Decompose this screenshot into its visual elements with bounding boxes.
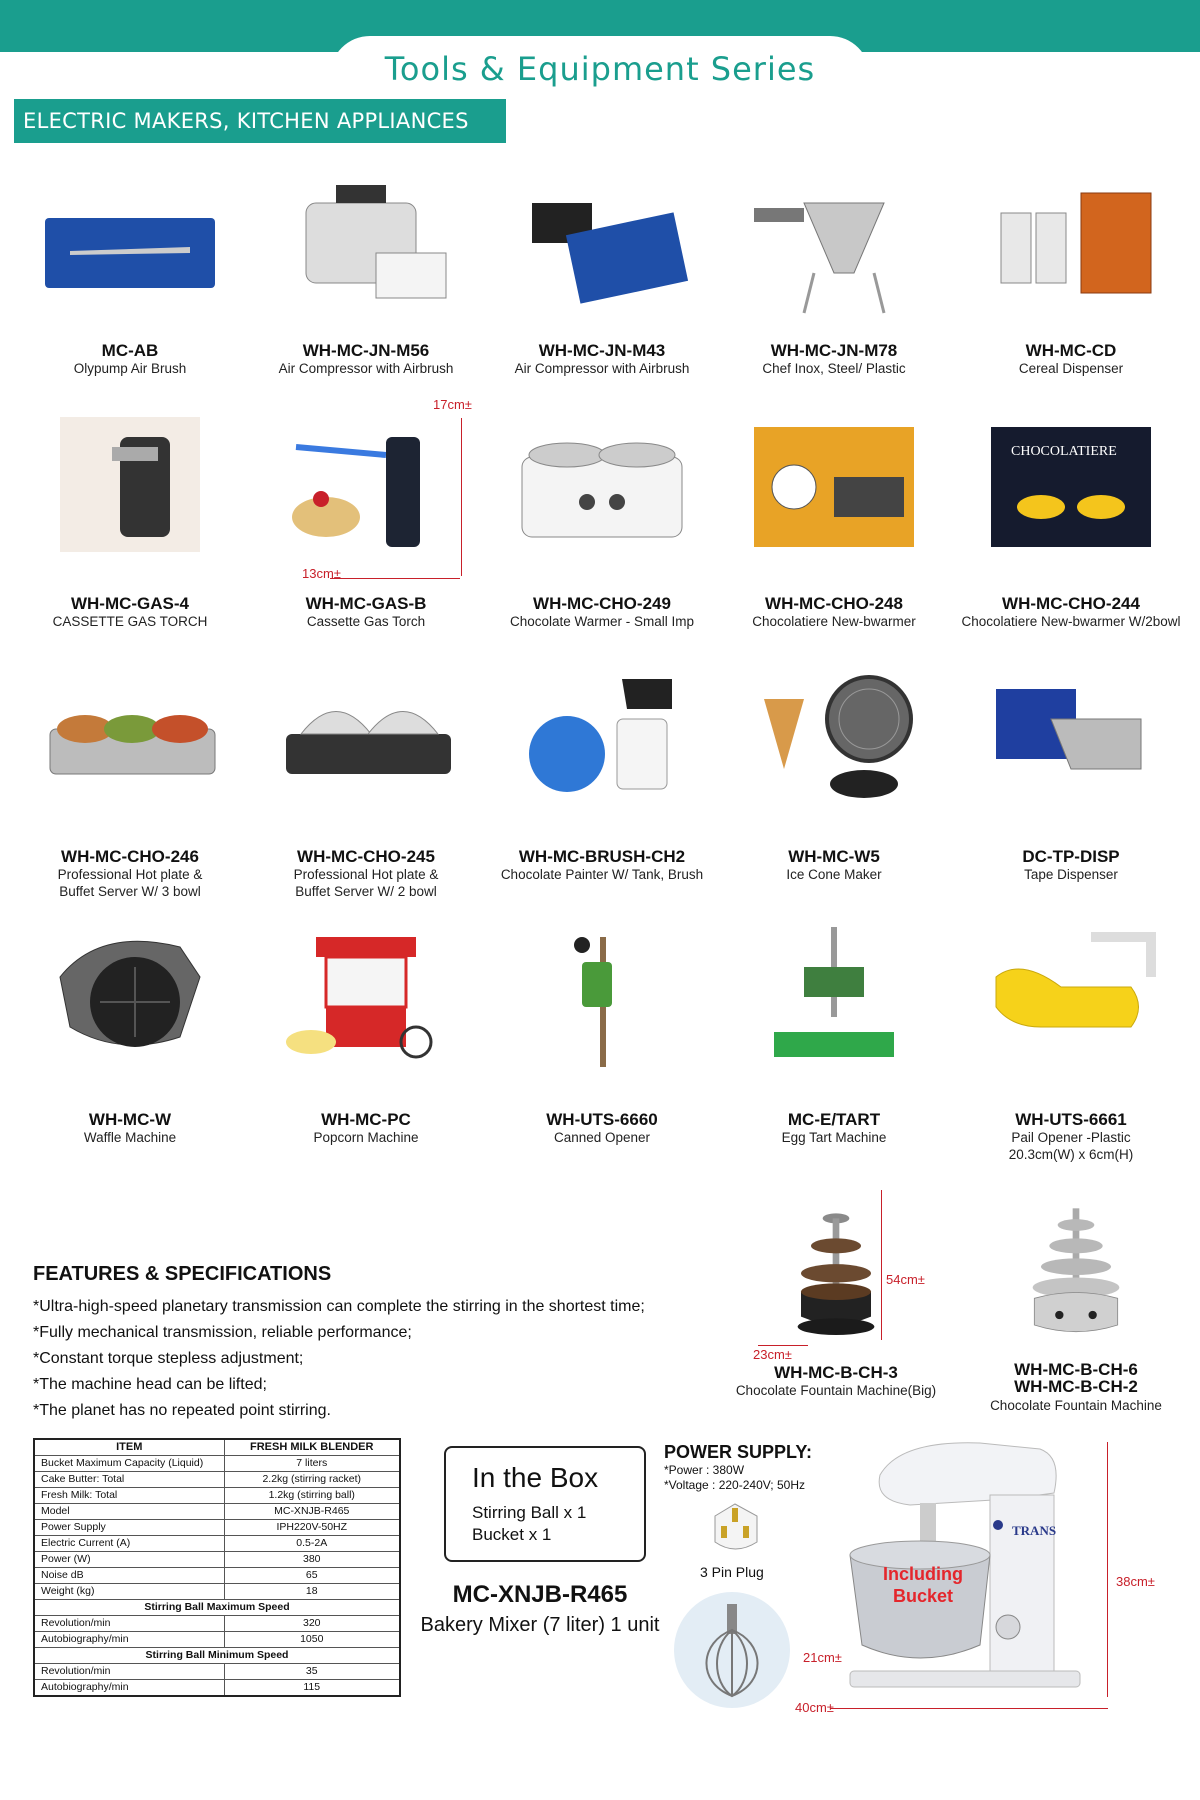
plug-label: 3 Pin Plug (700, 1564, 764, 1580)
spec-row (34, 1584, 400, 1600)
spec-header-row (34, 1439, 400, 1456)
power-title: POWER SUPPLY: (664, 1442, 813, 1462)
mixer-width-label: 40cm± (795, 1700, 834, 1715)
product-code: WH-MC-CHO-244 (1002, 594, 1140, 613)
product-image (734, 912, 934, 1072)
product-image (971, 654, 1171, 814)
spec-value: 35 (224, 1664, 400, 1680)
product-code: WH-MC-W (88, 1110, 172, 1129)
product-desc: Pail Opener -Plastic (1011, 1130, 1131, 1145)
spec-item: Fresh Milk: Total (34, 1488, 224, 1504)
power-line: *Power : 380W (664, 1463, 745, 1477)
mixer-overlay-line: Bucket (892, 1586, 954, 1606)
product-desc: Egg Tart Machine (781, 1130, 887, 1145)
spec-row (34, 1664, 400, 1680)
product-image (30, 168, 230, 328)
spec-item: Weight (kg) (34, 1584, 224, 1600)
mixer-height-label: 38cm± (1116, 1574, 1155, 1589)
plug-icon (705, 1498, 765, 1560)
spec-value: 115 (224, 1680, 400, 1697)
product-image (30, 402, 230, 562)
product-code: WH-MC-CHO-246 (61, 847, 199, 866)
product-code: WH-MC-W5 (788, 847, 880, 866)
product-image (734, 654, 934, 814)
mixer-height-line (1107, 1442, 1108, 1697)
product-code: WH-MC-CHO-249 (533, 594, 671, 613)
stirring-ball-image (672, 1590, 792, 1710)
mixer-overlay-text (868, 1563, 978, 1607)
spec-value: IPH220V-50HZ (224, 1520, 400, 1536)
product-desc: Buffet Server W/ 2 bowl (295, 884, 437, 899)
features-section (33, 1263, 733, 1424)
product-desc: Chocolatiere New-bwarmer (752, 614, 916, 629)
spec-value: 7 liters (224, 1456, 400, 1472)
fountain-width-line (758, 1345, 808, 1346)
product-code: WH-MC-JN-M78 (770, 341, 898, 360)
spec-value: 320 (224, 1616, 400, 1632)
product-image (734, 402, 934, 562)
product-code: WH-MC-CHO-248 (765, 594, 903, 613)
spec-row (34, 1504, 400, 1520)
feature-item: *The machine head can be lifted; (33, 1376, 267, 1393)
spec-header-value: FRESH MILK BLENDER (224, 1439, 400, 1456)
feature-item: *The planet has no repeated point stirring. (33, 1402, 331, 1419)
feature-item: *Fully mechanical transmission, reliable performance; (33, 1324, 412, 1341)
spec-item: Power (W) (34, 1552, 224, 1568)
product-image (502, 168, 702, 328)
mixer-desc: Bakery Mixer (7 liter) 1 unit (420, 1614, 660, 1636)
spec-section-title: Stirring Ball Maximum Speed (34, 1600, 400, 1616)
spec-row (34, 1568, 400, 1584)
product-code: DC-TP-DISP (1022, 847, 1120, 866)
product-image (971, 402, 1171, 562)
spec-value: 18 (224, 1584, 400, 1600)
product-desc: Air Compressor with Airbrush (514, 361, 690, 376)
product-code: WH-MC-JN-M56 (302, 341, 430, 360)
product-image (502, 402, 702, 562)
product-image (266, 912, 466, 1072)
product-code: WH-MC-B-CH-3 (774, 1363, 898, 1382)
product-desc: Olypump Air Brush (73, 361, 187, 376)
fountain-height-label: 54cm± (886, 1272, 925, 1287)
spec-item: Cake Butter: Total (34, 1472, 224, 1488)
product-code: WH-UTS-6661 (1015, 1110, 1127, 1129)
product-code: WH-MC-GAS-4 (70, 594, 190, 613)
product-desc: CASSETTE GAS TORCH (52, 614, 208, 629)
mixer-overlay-line: Including (883, 1564, 963, 1584)
power-line: *Voltage : 220-240V; 50Hz (664, 1478, 805, 1492)
product-image (971, 168, 1171, 328)
spec-value: 65 (224, 1568, 400, 1584)
spec-row (34, 1536, 400, 1552)
in-the-box-item: Stirring Ball x 1 (472, 1503, 587, 1522)
product-image (502, 654, 702, 814)
product-desc: Tape Dispenser (1024, 867, 1118, 882)
spec-row (34, 1552, 400, 1568)
product-image (30, 654, 230, 814)
spec-value: 2.2kg (stirring racket) (224, 1472, 400, 1488)
product-code: WH-MC-BRUSH-CH2 (518, 847, 686, 866)
fountain-width-label: 23cm± (753, 1347, 792, 1362)
torch-height-line (461, 418, 462, 576)
product-desc: Chocolate Painter W/ Tank, Brush (500, 867, 704, 882)
mixer-brand: TRANS (1012, 1523, 1057, 1538)
spec-item: Noise dB (34, 1568, 224, 1584)
product-desc: Canned Opener (553, 1130, 651, 1145)
spec-row (34, 1680, 400, 1697)
spec-value: 380 (224, 1552, 400, 1568)
product-image (30, 912, 230, 1072)
product-desc: Chef Inox, Steel/ Plastic (762, 361, 906, 376)
spec-value: 1050 (224, 1632, 400, 1648)
product-image (971, 912, 1171, 1072)
product-desc: Buffet Server W/ 3 bowl (59, 884, 201, 899)
spec-item: Model (34, 1504, 224, 1520)
spec-item: Power Supply (34, 1520, 224, 1536)
spec-value: 0.5-2A (224, 1536, 400, 1552)
spec-row (34, 1472, 400, 1488)
category-bar: ELECTRIC MAKERS, KITCHEN APPLIANCES (14, 99, 506, 143)
product-desc: Ice Cone Maker (786, 867, 882, 882)
spec-row (34, 1616, 400, 1632)
spec-section-row (34, 1600, 400, 1616)
feature-item: *Ultra-high-speed planetary transmission can complete the stirring in the shortest time; (33, 1298, 645, 1315)
product-code-alt: WH-MC-B-CH-2 (1014, 1377, 1138, 1396)
spec-row (34, 1456, 400, 1472)
product-code: MC-AB (101, 341, 159, 360)
page-title: Tools & Equipment Series (384, 50, 816, 88)
in-the-box-title: In the Box (472, 1462, 599, 1493)
spec-item: Revolution/min (34, 1616, 224, 1632)
spec-table (33, 1438, 401, 1697)
product-desc: Chocolate Warmer - Small Imp (509, 614, 695, 629)
product-code: WH-MC-CHO-245 (297, 847, 435, 866)
product-desc: Chocolate Fountain Machine (990, 1398, 1162, 1413)
product-code: WH-UTS-6660 (546, 1110, 658, 1129)
spec-section-title: Stirring Ball Minimum Speed (34, 1648, 400, 1664)
chocolate-fountain-image (976, 1185, 1176, 1365)
product-image (266, 168, 466, 328)
spec-item: Electric Current (A) (34, 1536, 224, 1552)
spec-value: 1.2kg (stirring ball) (224, 1488, 400, 1504)
spec-item: Revolution/min (34, 1664, 224, 1680)
torch-width-line (330, 578, 460, 579)
product-desc: 20.3cm(W) x 6cm(H) (1008, 1147, 1134, 1162)
product-desc: Cassette Gas Torch (306, 614, 426, 629)
product-image (266, 654, 466, 814)
product-desc: Professional Hot plate & (293, 867, 439, 882)
product-desc: Professional Hot plate & (57, 867, 203, 882)
spec-row (34, 1520, 400, 1536)
product-code: WH-MC-GAS-B (305, 594, 427, 613)
spec-item: Bucket Maximum Capacity (Liquid) (34, 1456, 224, 1472)
product-image (266, 402, 466, 562)
feature-item: *Constant torque stepless adjustment; (33, 1350, 304, 1367)
product-image (734, 168, 934, 328)
spec-row (34, 1632, 400, 1648)
product-code: WH-MC-JN-M43 (538, 341, 666, 360)
mixer-width-line (830, 1708, 1108, 1709)
product-code: WH-MC-CD (1025, 341, 1117, 360)
product-code: MC-E/TART (787, 1110, 881, 1129)
mixer-depth-label: 21cm± (803, 1650, 842, 1665)
in-the-box-item: Bucket x 1 (472, 1525, 552, 1544)
product-code: WH-MC-B-CH-6 (1014, 1360, 1138, 1379)
product-desc: Chocolate Fountain Machine(Big) (735, 1383, 937, 1398)
product-desc: Popcorn Machine (313, 1130, 419, 1145)
spec-row (34, 1488, 400, 1504)
spec-value: MC-XNJB-R465 (224, 1504, 400, 1520)
product-desc: Waffle Machine (83, 1130, 177, 1145)
spec-item: Autobiography/min (34, 1680, 224, 1697)
features-heading: FEATURES & SPECIFICATIONS (33, 1263, 332, 1285)
product-desc: Air Compressor with Airbrush (278, 361, 454, 376)
product-desc: Cereal Dispenser (1018, 361, 1124, 376)
spec-section-row (34, 1648, 400, 1664)
mixer-model: MC-XNJB-R465 (452, 1581, 628, 1608)
product-image (502, 912, 702, 1072)
in-the-box-panel (444, 1446, 646, 1562)
torch-width-label: 13cm± (302, 566, 341, 581)
spec-header-item: ITEM (34, 1439, 224, 1456)
torch-height-label: 17cm± (433, 397, 472, 412)
product-code: WH-MC-PC (321, 1110, 411, 1129)
spec-item: Autobiography/min (34, 1632, 224, 1648)
features-list (33, 1294, 733, 1424)
product-desc: Chocolatiere New-bwarmer W/2bowl (961, 614, 1181, 629)
fountain-height-line (881, 1190, 882, 1340)
svg-text:CHOCOLATIERE: CHOCOLATIERE (1011, 444, 1117, 459)
